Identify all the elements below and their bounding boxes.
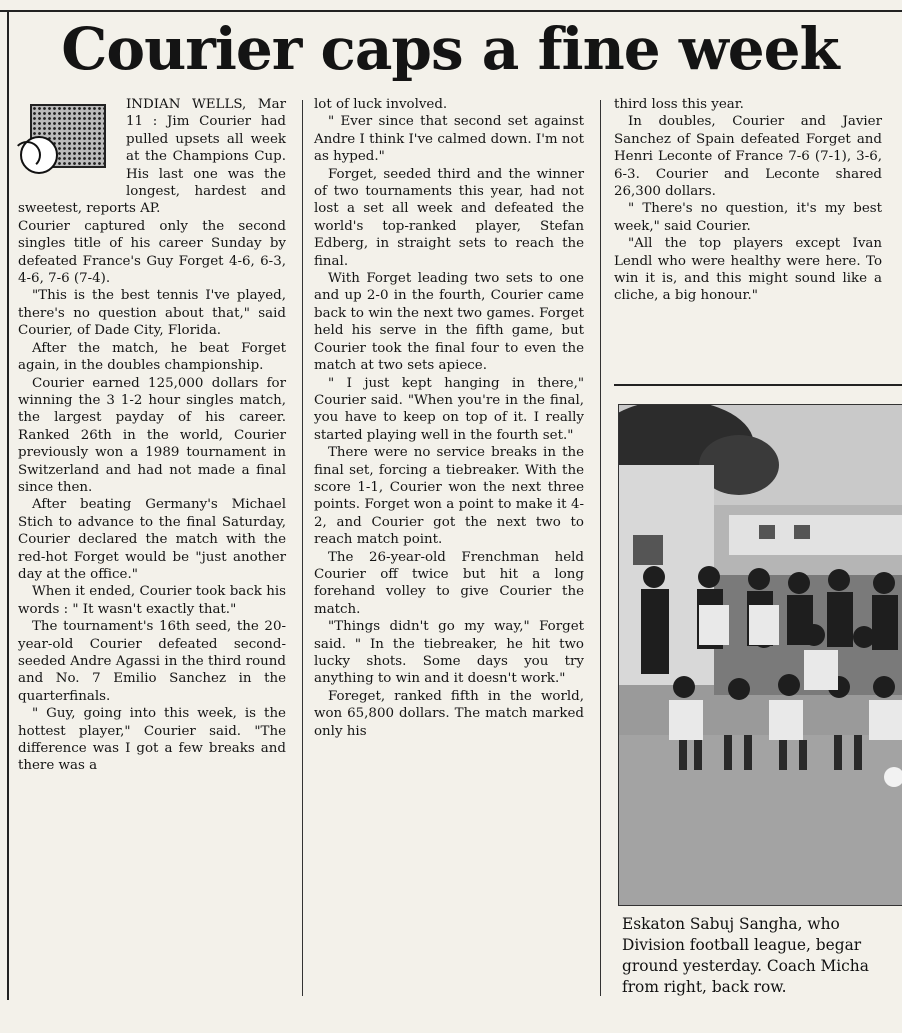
- headline: Courier caps a fine week: [61, 15, 839, 83]
- dateline-paragraph: INDIAN WELLS, Mar 11 : Jim Courier had pulled upsets all week at the Champions Cup. His last one was the longest, hardest and sweetest, reports AP.: [18, 97, 286, 217]
- article-paragraph: " There's no question, it's my best week," said Courier.: [614, 201, 882, 234]
- article-column-3: [614, 96, 882, 305]
- article-paragraph: After the match, he beat Forget again, in the doubles championship.: [18, 340, 286, 374]
- column-divider: [600, 100, 601, 996]
- tennis-logo: [18, 98, 118, 184]
- article-paragraph: "Things didn't go my way," Forget said. " In the tiebreaker, he hit two lucky shots. Some days you try anything to win and it doesn't work.": [314, 619, 584, 687]
- article-paragraph: Forget, seeded third and the winner of two tournaments this year, had not lost a set all week and defeated the world's top-ranked player, Stefan Edberg, in straight sets to reach the final.: [314, 166, 584, 269]
- left-border: [7, 10, 9, 1000]
- section-rule: [614, 384, 902, 386]
- article-paragraph: When it ended, Courier took back his words : " It wasn't exactly that.": [18, 584, 286, 617]
- article-paragraph: " I just kept hanging in there," Courier said. "When you're in the final, you have to keep on top of it. I really started playing well in the fourth set.": [314, 375, 584, 443]
- article-paragraph: "This is the best tennis I've played, there's no question about that," said Courier, of Dade City, Florida.: [18, 288, 286, 339]
- photo-caption: Eskaton Sabuj Sangha, who Division football league, begar ground yesterday. Coach Micha from right, back row.: [622, 915, 869, 996]
- article-paragraph: In doubles, Courier and Javier Sanchez of Spain defeated Forget and Henri Leconte of France 7-6 (7-1), 3-6, 6-3. Courier and Leconte shared 26,300 dollars.: [614, 114, 882, 200]
- article-paragraph: Foreget, ranked fifth in the world, won 65,800 dollars. The match marked only his: [314, 688, 584, 739]
- article-paragraph: There were no service breaks in the final set, forcing a tiebreaker. With the score 1-1, Courier won the next three points. Forget won a point to make it 4-2, and Courier got the next two to reach match point.: [314, 445, 584, 548]
- article-paragraph: " Guy, going into this week, is the hottest player," Courier said. "The difference was I got a few breaks and there was a: [18, 706, 286, 774]
- article-paragraph: third loss this year.: [614, 97, 744, 112]
- article-paragraph: With Forget leading two sets to one and up 2-0 in the fourth, Courier came back to win the next two games. Forget held his serve in the fifth game, but Courier took the final four to even the match at two sets apiece.: [314, 271, 584, 374]
- article-paragraph: Courier captured only the second singles title of his career Sunday by defeated France's Guy Forget 4-6, 6-3, 4-6, 7-6 (7-4).: [18, 218, 286, 287]
- article-paragraph: The tournament's 16th seed, the 20-year-old Courier defeated second-seeded Andre Agassi in the third round and No. 7 Emilio Sanchez in the quarterfinals.: [18, 619, 286, 704]
- article-paragraph: " Ever since that second set against Andre I think I've calmed down. I'm not as hyped.": [314, 114, 584, 165]
- column-divider: [302, 100, 303, 996]
- article-paragraph: "All the top players except Ivan Lendl who were healthy were here. To win it is, and this might sound like a cliche, a big honour.": [614, 236, 882, 304]
- article-paragraph: After beating Germany's Michael Stich to advance to the final Saturday, Courier declared the match with the red-hot Forget would be "just another day at the office.": [18, 497, 286, 582]
- team-photo-image: [619, 405, 902, 905]
- article-column-1: [18, 96, 286, 775]
- article-paragraph: lot of luck involved.: [314, 97, 448, 112]
- team-photo: [618, 404, 902, 906]
- article-paragraph: Courier earned 125,000 dollars for winning the 3 1-2 hour singles match, the largest payday of his career. Ranked 26th in the world, Courier previously won a 1989 tournament in Switzerland and had not made a final since then.: [18, 375, 286, 495]
- article-paragraph: The 26-year-old Frenchman held Courier off twice but hit a long forehand volley to give Courier the match.: [314, 549, 584, 617]
- article-column-2: [314, 96, 584, 740]
- tennis-ball-icon: [20, 136, 58, 174]
